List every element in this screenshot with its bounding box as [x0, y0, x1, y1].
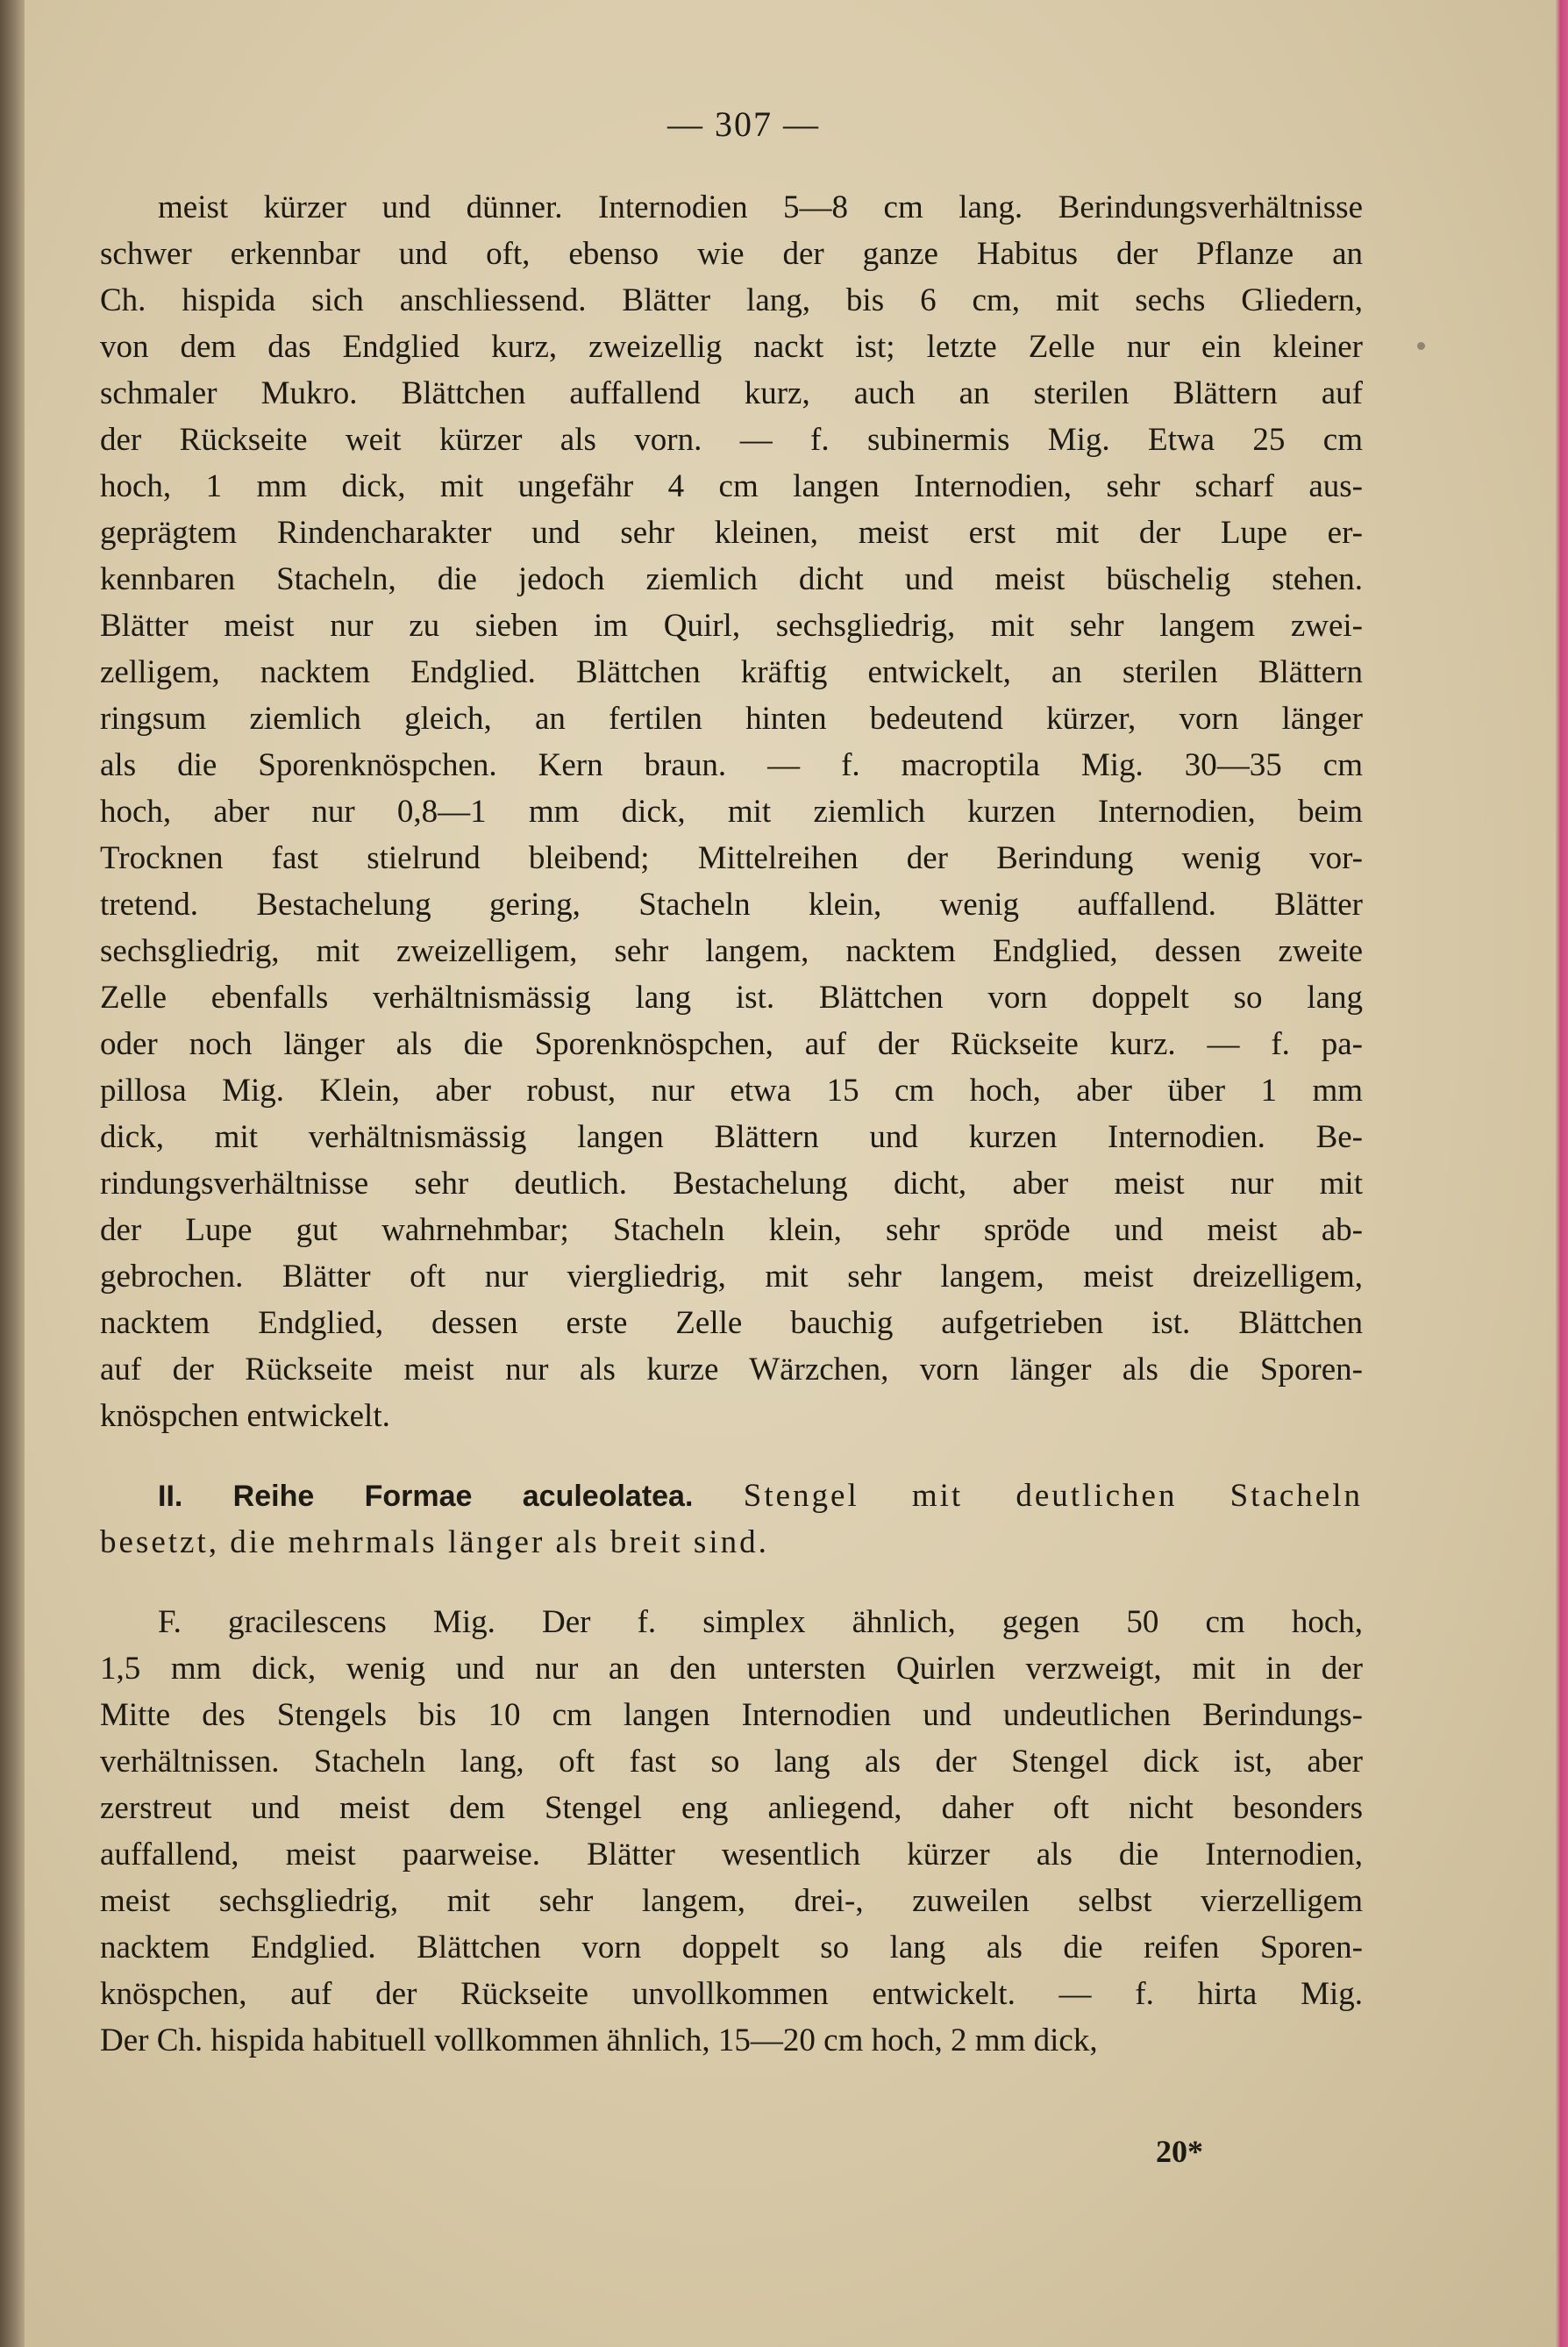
- text-line: nacktem Endglied, dessen erste Zelle bauchig aufgetrieben ist. Blättchen: [100, 1305, 1363, 1341]
- text-line: kennbaren Stacheln, die jedoch ziemlich dicht und meist büschelig stehen.: [100, 561, 1363, 597]
- text-line: 1,5 mm dick, wenig und nur an den untersten Quirlen verzweigt, mit in der: [100, 1651, 1363, 1687]
- signature-mark: 20*: [1156, 2134, 1203, 2169]
- body-text: [100, 184, 1363, 2064]
- text-line: [100, 1473, 1363, 1519]
- paragraph-gap: [100, 1439, 1363, 1473]
- text-line: auffallend, meist paarweise. Blätter wesentlich kürzer als die Internodien,: [100, 1837, 1363, 1873]
- text-line: Zelle ebenfalls verhältnismässig lang ist. Blättchen vorn doppelt so lang: [100, 980, 1363, 1016]
- text-line: nacktem Endglied. Blättchen vorn doppelt so lang als die reifen Sporen-: [100, 1930, 1363, 1965]
- text-line: meist kürzer und dünner. Internodien 5—8 cm lang. Berindungsverhältnisse: [158, 189, 1363, 225]
- text-line: zelligem, nacktem Endglied. Blättchen kräftig entwickelt, an sterilen Blättern: [100, 654, 1363, 690]
- text-line: verhältnissen. Stacheln lang, oft fast so lang als der Stengel dick ist, aber: [100, 1744, 1363, 1780]
- text-line: knöspchen, auf der Rückseite unvollkommen entwickelt. — f. hirta Mig.: [100, 1976, 1363, 2012]
- text-line: tretend. Bestachelung gering, Stacheln klein, wenig auffallend. Blätter: [100, 887, 1363, 923]
- book-gutter: [0, 0, 25, 2347]
- paragraph-gap: [100, 1566, 1363, 1599]
- text-line: dick, mit verhältnismässig langen Blättern und kurzen Internodien. Be-: [100, 1119, 1363, 1155]
- page-number: — 307 —: [667, 104, 820, 144]
- text-line: pillosa Mig. Klein, aber robust, nur etwa 15 cm hoch, aber über 1 mm: [100, 1073, 1363, 1109]
- text-line: Trocknen fast stielrund bleibend; Mittelreihen der Berindung wenig vor-: [100, 840, 1363, 876]
- text-line: sechsgliedrig, mit zweizelligem, sehr langem, nacktem Endglied, dessen zweite: [100, 933, 1363, 969]
- text-line: als die Sporenknöspchen. Kern braun. — f. macroptila Mig. 30—35 cm: [100, 747, 1363, 783]
- paper-speck: [1417, 342, 1425, 350]
- book-page: [25, 0, 1556, 2347]
- text-line: ringsum ziemlich gleich, an fertilen hinten bedeutend kürzer, vorn länger: [100, 701, 1363, 737]
- text-line: auf der Rückseite meist nur als kurze Wärzchen, vorn länger als die Sporen-: [100, 1352, 1363, 1388]
- text-line: knöspchen entwickelt.: [100, 1398, 390, 1434]
- text-line: Blätter meist nur zu sieben im Quirl, sechsgliedrig, mit sehr langem zwei-: [100, 608, 1363, 644]
- text-line: der Rückseite weit kürzer als vorn. — f. subinermis Mig. Etwa 25 cm: [100, 422, 1363, 458]
- text-line: oder noch länger als die Sporenknöspchen, auf der Rückseite kurz. — f. pa-: [100, 1026, 1363, 1062]
- heading-text: Stengel mit deutlichen Stacheln: [743, 1478, 1363, 1514]
- text-line: gebrochen. Blätter oft nur viergliedrig, mit sehr langem, meist dreizelligem,: [100, 1259, 1363, 1295]
- text-line: besetzt, die mehrmals länger als breit sind.: [100, 1524, 769, 1560]
- text-line: schwer erkennbar und oft, ebenso wie der ganze Habitus der Pflanze an: [100, 236, 1363, 272]
- text-line: Ch. hispida sich anschliessend. Blätter lang, bis 6 cm, mit sechs Gliedern,: [100, 282, 1363, 318]
- text-line: schmaler Mukro. Blättchen auffallend kurz, auch an sterilen Blättern auf: [100, 375, 1363, 411]
- text-line: geprägtem Rindencharakter und sehr kleinen, meist erst mit der Lupe er-: [100, 515, 1363, 551]
- text-line: der Lupe gut wahrnehmbar; Stacheln klein, sehr spröde und meist ab-: [100, 1212, 1363, 1248]
- text-line: Mitte des Stengels bis 10 cm langen Internodien und undeutlichen Berindungs-: [100, 1697, 1363, 1733]
- section-heading: II. Reihe Formae aculeolatea.: [158, 1480, 744, 1513]
- text-line: hoch, 1 mm dick, mit ungefähr 4 cm langen Internodien, sehr scharf aus-: [100, 468, 1363, 504]
- text-line: F. gracilescens Mig. Der f. simplex ähnlich, gegen 50 cm hoch,: [158, 1604, 1363, 1640]
- text-line: von dem das Endglied kurz, zweizellig nackt ist; letzte Zelle nur ein kleiner: [100, 329, 1363, 365]
- text-line: hoch, aber nur 0,8—1 mm dick, mit ziemlich kurzen Internodien, beim: [100, 794, 1363, 830]
- text-line: zerstreut und meist dem Stengel eng anliegend, daher oft nicht besonders: [100, 1790, 1363, 1826]
- text-line: Der Ch. hispida habituell vollkommen ähnlich, 15—20 cm hoch, 2 mm dick,: [100, 2022, 1098, 2058]
- text-line: meist sechsgliedrig, mit sehr langem, drei-, zuweilen selbst vierzelligem: [100, 1883, 1363, 1919]
- text-line: rindungsverhältnisse sehr deutlich. Bestachelung dicht, aber meist nur mit: [100, 1166, 1363, 1202]
- page-edge: [1556, 0, 1568, 2347]
